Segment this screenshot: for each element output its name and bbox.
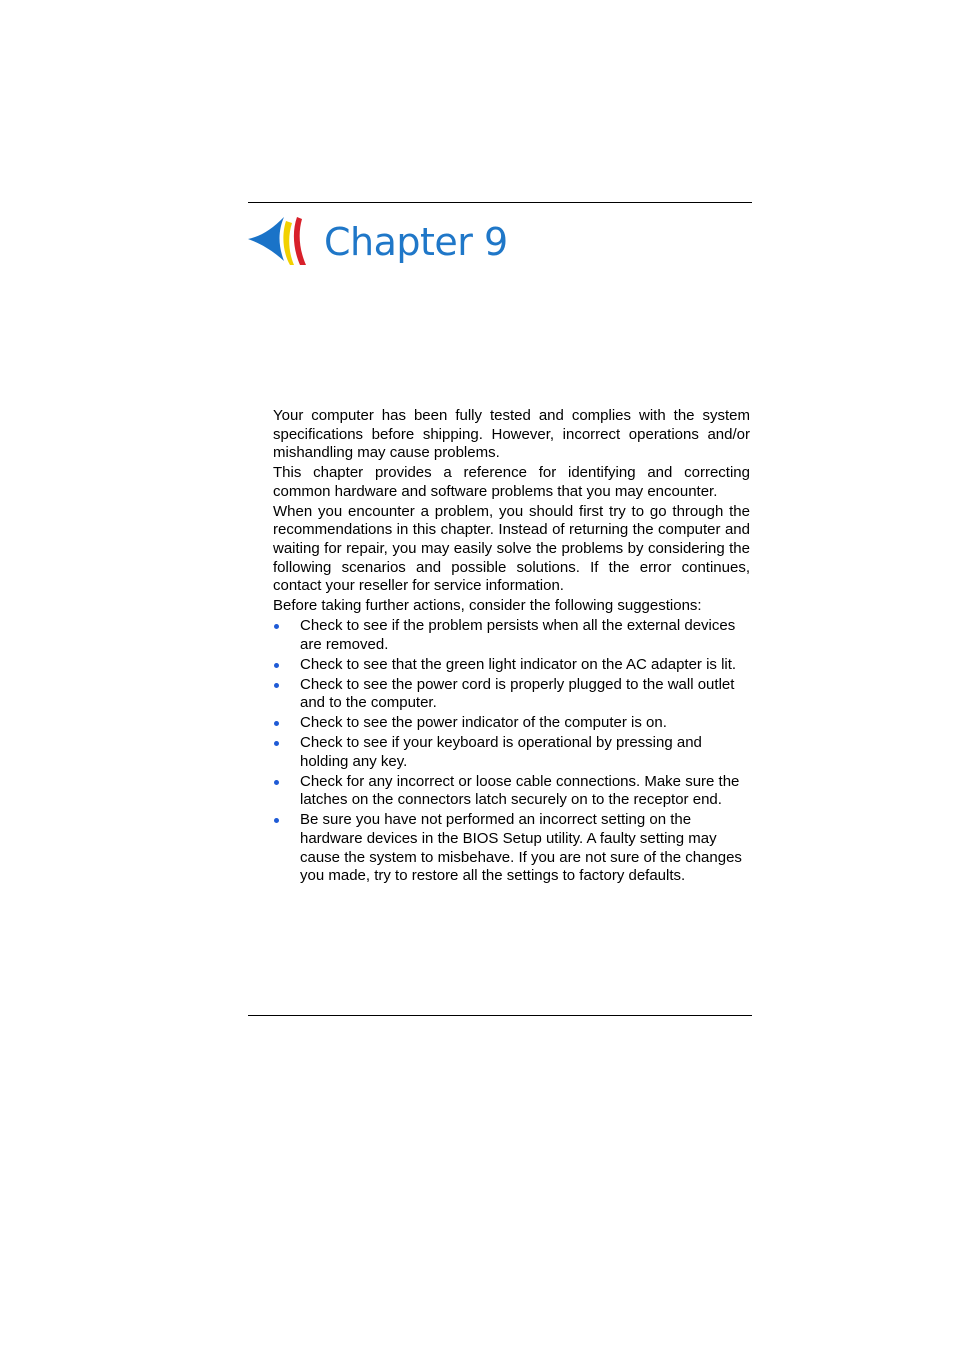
suggestion-item — [273, 617, 750, 654]
suggestion-item — [273, 811, 750, 885]
sail-logo-icon — [248, 215, 310, 267]
suggestion-item — [273, 734, 750, 771]
intro-paragraph: Your computer has been fully tested and complies with the system specifications before shipping. However, incorrect operations and/or mishandling may cause problems. — [273, 407, 750, 462]
suggestion-text: Check to see if your keyboard is operational by pressing and holding any key. — [300, 734, 702, 770]
bullet-icon — [274, 624, 279, 629]
suggestion-text: Be sure you have not performed an incorrect setting on the hardware devices in the BIOS Setup utility. A faulty setting may cause the system to misbehave. If you are not sure of the changes you made, try to restore all the settings to factory defaults. — [300, 811, 742, 885]
bullet-icon — [274, 683, 279, 688]
approach-paragraph: When you encounter a problem, you should first try to go through the recommendations in this chapter. Instead of returning the computer and waiting for repair, you may easily solve the problems by considering the following scenarios and possible solutions. If the error continues, contact your reseller for service information. — [273, 502, 750, 595]
bullet-icon — [274, 721, 279, 726]
suggestion-text: Check to see the power indicator of the computer is on. — [300, 714, 667, 732]
bottom-divider — [248, 1015, 752, 1016]
suggestion-text: Check to see the power cord is properly plugged to the wall outlet and to the computer. — [300, 675, 735, 712]
reference-paragraph: This chapter provides a reference for identifying and correcting common hardware and software problems that you may encounter. — [273, 464, 750, 500]
bullet-icon — [274, 780, 279, 785]
bullet-icon — [274, 663, 279, 668]
suggestion-item — [273, 773, 750, 810]
bullet-icon — [274, 741, 279, 746]
suggestion-item — [273, 656, 750, 675]
suggestion-text: Check for any incorrect or loose cable connections. Make sure the latches on the connectors latch securely on to the receptor end. — [300, 772, 740, 809]
suggestions-lead: Before taking further actions, consider the following suggestions: — [273, 597, 702, 615]
suggestion-text: Check to see if the problem persists when all the external devices are removed. — [300, 617, 736, 653]
suggestion-item — [273, 676, 750, 713]
suggestion-text: Check to see that the green light indicator on the AC adapter is lit. — [300, 655, 737, 673]
suggestion-list — [273, 617, 750, 886]
bullet-icon — [274, 818, 279, 823]
chapter-title: Chapter 9 — [324, 220, 508, 264]
chapter-header — [248, 214, 508, 268]
suggestion-item — [273, 714, 750, 733]
chapter-body — [273, 407, 750, 887]
top-divider — [248, 202, 752, 203]
